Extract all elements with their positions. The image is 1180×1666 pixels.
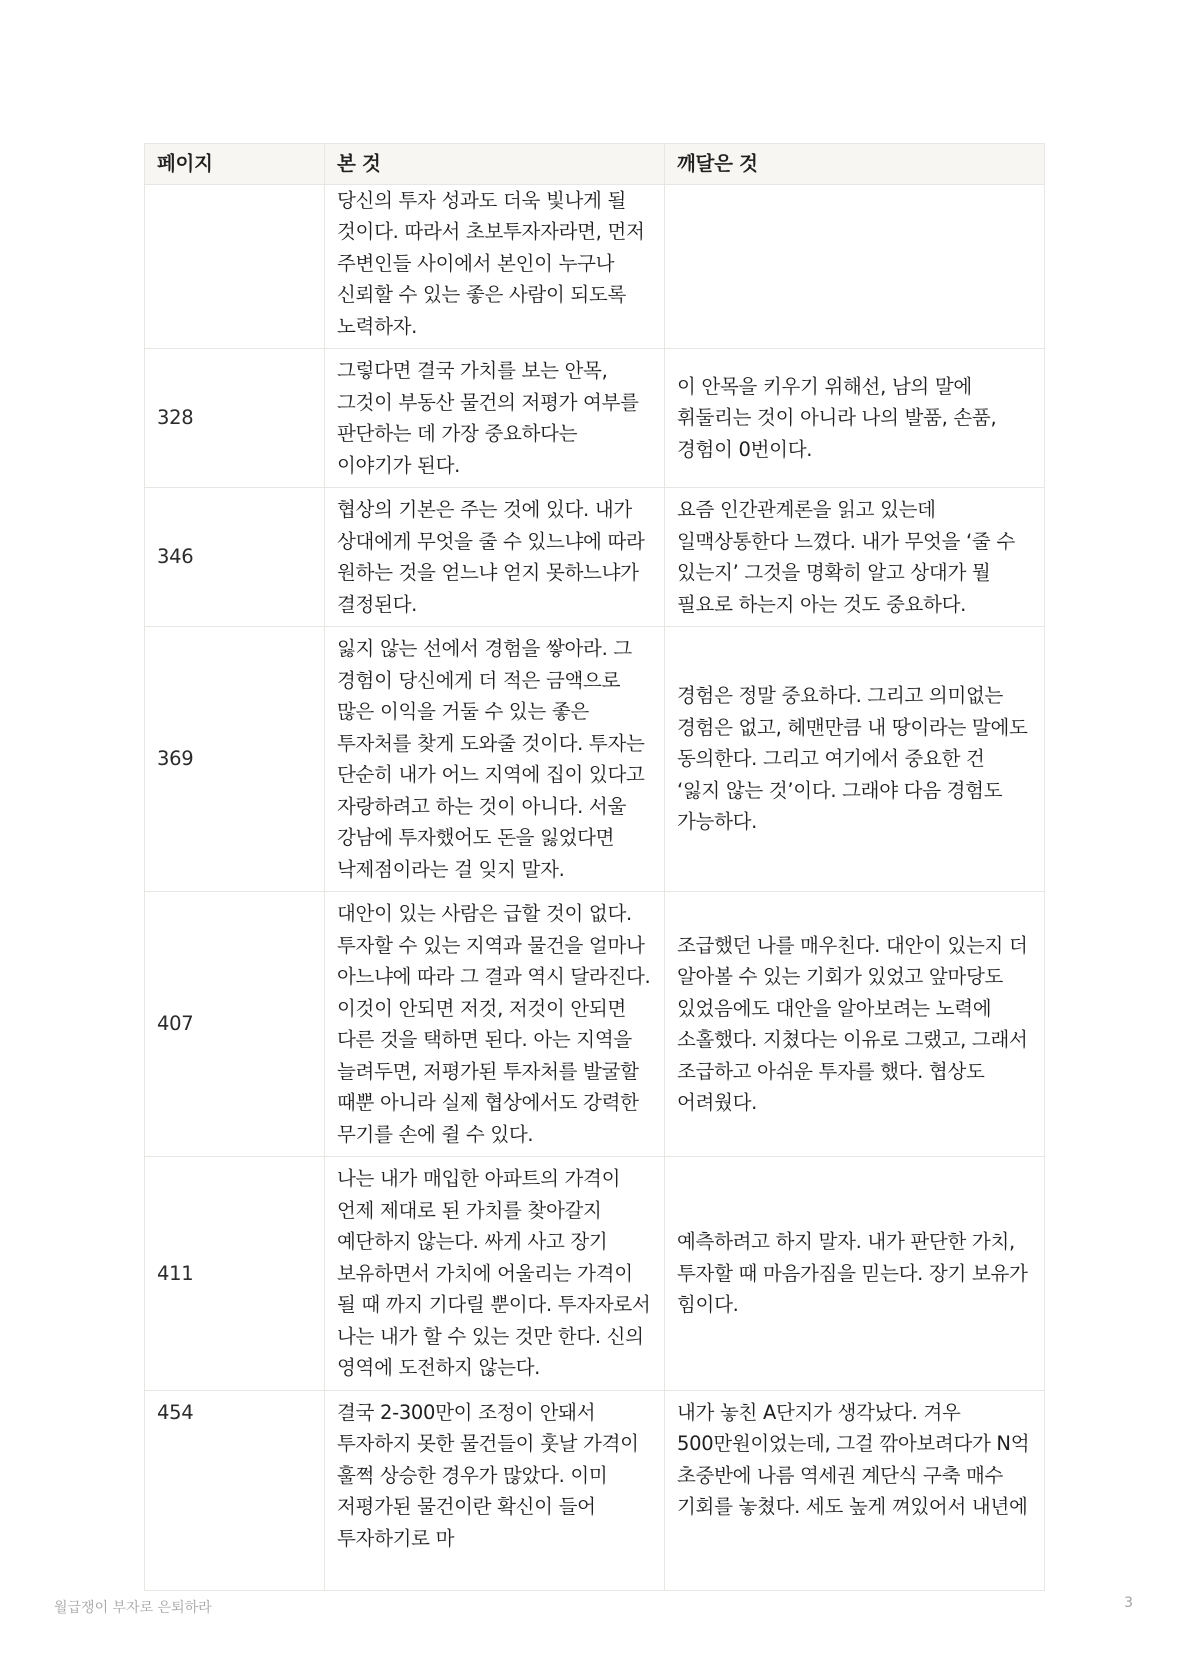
page-cell: 407 <box>145 892 325 1157</box>
footer-page-number: 3 <box>1124 1595 1133 1611</box>
seen-cell: 대안이 있는 사람은 급할 것이 없다. 투자할 수 있는 지역과 물건을 얼마나 아느냐에 따라 그 결과 역시 달라진다. 이것이 안되면 저것, 저것이 안되면 다른 것을 택하면 된다. 아는 지역을 늘려두면, 저평가된 투자처를 발굴할 때뿐 아니라 실제 협상에서도 강력한 무기를 손에 쥘 수 있다. <box>325 892 665 1157</box>
seen-cell: 그렇다면 결국 가치를 보는 안목, 그것이 부동산 물건의 저평가 여부를 판단하는 데 가장 중요하다는 이야기가 된다. <box>325 349 665 488</box>
learned-cell: 요즘 인간관계론을 읽고 있는데 일맥상통한다 느꼈다. 내가 무엇을 ‘줄 수 있는지’ 그것을 명확히 알고 상대가 뭘 필요로 하는지 아는 것도 중요하다. <box>665 488 1045 627</box>
table-row <box>145 349 1045 488</box>
learned-cell <box>665 184 1045 349</box>
header-page: 페이지 <box>145 144 325 185</box>
table-header-row <box>145 144 1045 185</box>
notes-table-container <box>144 143 1044 1550</box>
learned-cell: 경험은 정말 중요하다. 그리고 의미없는 경험은 없고, 헤맨만큼 내 땅이라는 말에도 동의한다. 그리고 여기에서 중요한 건 ‘잃지 않는 것’이다. 그래야 다음 경험도 가능하다. <box>665 627 1045 892</box>
learned-cell: 이 안목을 키우기 위해선, 남의 말에 휘둘리는 것이 아니라 나의 발품, 손품, 경험이 0번이다. <box>665 349 1045 488</box>
learned-cell: 조급했던 나를 매우친다. 대안이 있는지 더 알아볼 수 있는 기회가 있었고 앞마당도 있었음에도 대안을 알아보려는 노력에 소홀했다. 지쳤다는 이유로 그랬고, 그래서 조급하고 아쉬운 투자를 했다. 협상도 어려웠다. <box>665 892 1045 1157</box>
seen-cell: 잃지 않는 선에서 경험을 쌓아라. 그 경험이 당신에게 더 적은 금액으로 많은 이익을 거둘 수 있는 좋은 투자처를 찾게 도와줄 것이다. 투자는 단순히 내가 어느 지역에 집이 있다고 자랑하려고 하는 것이 아니다. 서울 강남에 투자했어도 돈을 잃었다면 낙제점이라는 걸 잊지 말자. <box>325 627 665 892</box>
table-row <box>145 627 1045 892</box>
page-cell: 411 <box>145 1157 325 1391</box>
table-row <box>145 1390 1045 1590</box>
page-cell: 369 <box>145 627 325 892</box>
page-cell: 454 <box>145 1390 325 1590</box>
page-cell: 346 <box>145 488 325 627</box>
learned-cell: 내가 놓친 A단지가 생각났다. 겨우 500만원이었는데, 그걸 깎아보려다가 N억 초중반에 나름 역세권 계단식 구축 매수 기회를 놓쳤다. 세도 높게 껴있어서 내년에 <box>665 1390 1045 1590</box>
footer-book-title: 월급쟁이 부자로 은퇴하라 <box>54 1600 212 1616</box>
seen-cell: 결국 2-300만이 조정이 안돼서 투자하지 못한 물건들이 훗날 가격이 훌쩍 상승한 경우가 많았다. 이미 저평가된 물건이란 확신이 들어 투자하기로 마 <box>325 1390 665 1590</box>
header-learned: 깨달은 것 <box>665 144 1045 185</box>
learned-cell: 예측하려고 하지 말자. 내가 판단한 가치, 투자할 때 마음가짐을 믿는다. 장기 보유가 힘이다. <box>665 1157 1045 1391</box>
seen-cell: 나는 내가 매입한 아파트의 가격이 언제 제대로 된 가치를 찾아갈지 예단하지 않는다. 싸게 사고 장기 보유하면서 가치에 어울리는 가격이 될 때 까지 기다릴 뿐이다. 투자자로서 나는 내가 할 수 있는 것만 한다. 신의 영역에 도전하지 않는다. <box>325 1157 665 1391</box>
page-cell: 328 <box>145 349 325 488</box>
page-cell <box>145 184 325 349</box>
table-row <box>145 184 1045 349</box>
header-seen: 본 것 <box>325 144 665 185</box>
seen-cell: 협상의 기본은 주는 것에 있다. 내가 상대에게 무엇을 줄 수 있느냐에 따라 원하는 것을 얻느냐 얻지 못하느냐가 결정된다. <box>325 488 665 627</box>
table-row <box>145 1157 1045 1391</box>
seen-cell: 당신의 투자 성과도 더욱 빛나게 될 것이다. 따라서 초보투자자라면, 먼저 주변인들 사이에서 본인이 누구나 신뢰할 수 있는 좋은 사람이 되도록 노력하자. <box>325 184 665 349</box>
table-row <box>145 892 1045 1157</box>
table-row <box>145 488 1045 627</box>
reading-notes-table <box>144 143 1045 1591</box>
